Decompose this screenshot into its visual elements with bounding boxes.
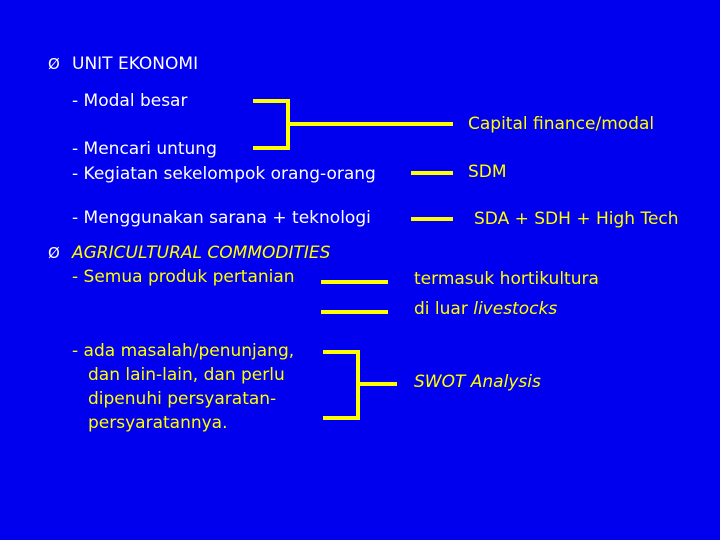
item-modal-besar: - Modal besar [72,91,188,111]
result-capital: Capital finance/modal [468,114,655,134]
item-kegiatan: - Kegiatan sekelompok orang-orang [72,164,376,184]
section-title-unit-ekonomi: UNIT EKONOMI [72,54,199,74]
result-sdm: SDM [468,162,507,182]
item-semua-produk: - Semua produk pertanian [72,267,295,287]
bracket-2 [323,352,358,418]
bullet-icon: Ø [48,55,60,73]
result-livestocks-prefix: di luar [414,299,474,319]
item-ada-masalah-line1: - ada masalah/penunjang, [72,341,295,361]
result-sda: SDA + SDH + High Tech [474,209,679,229]
result-swot: SWOT Analysis [414,372,541,392]
item-ada-masalah-line4: persyaratannya. [88,413,228,433]
item-mencari-untung: - Mencari untung [72,139,217,159]
result-hortikultura: termasuk hortikultura [414,269,599,289]
result-livestocks-italic: livestocks [473,299,558,319]
bracket-1 [253,101,288,148]
item-ada-masalah-line2: dan lain-lain, dan perlu [88,365,285,385]
bullet-icon: Ø [48,244,60,262]
item-menggunakan-sarana: - Menggunakan sarana + teknologi [72,208,371,228]
item-ada-masalah-line3: dipenuhi persyaratan- [88,389,277,409]
section-title-agricultural: AGRICULTURAL COMMODITIES [72,243,331,263]
